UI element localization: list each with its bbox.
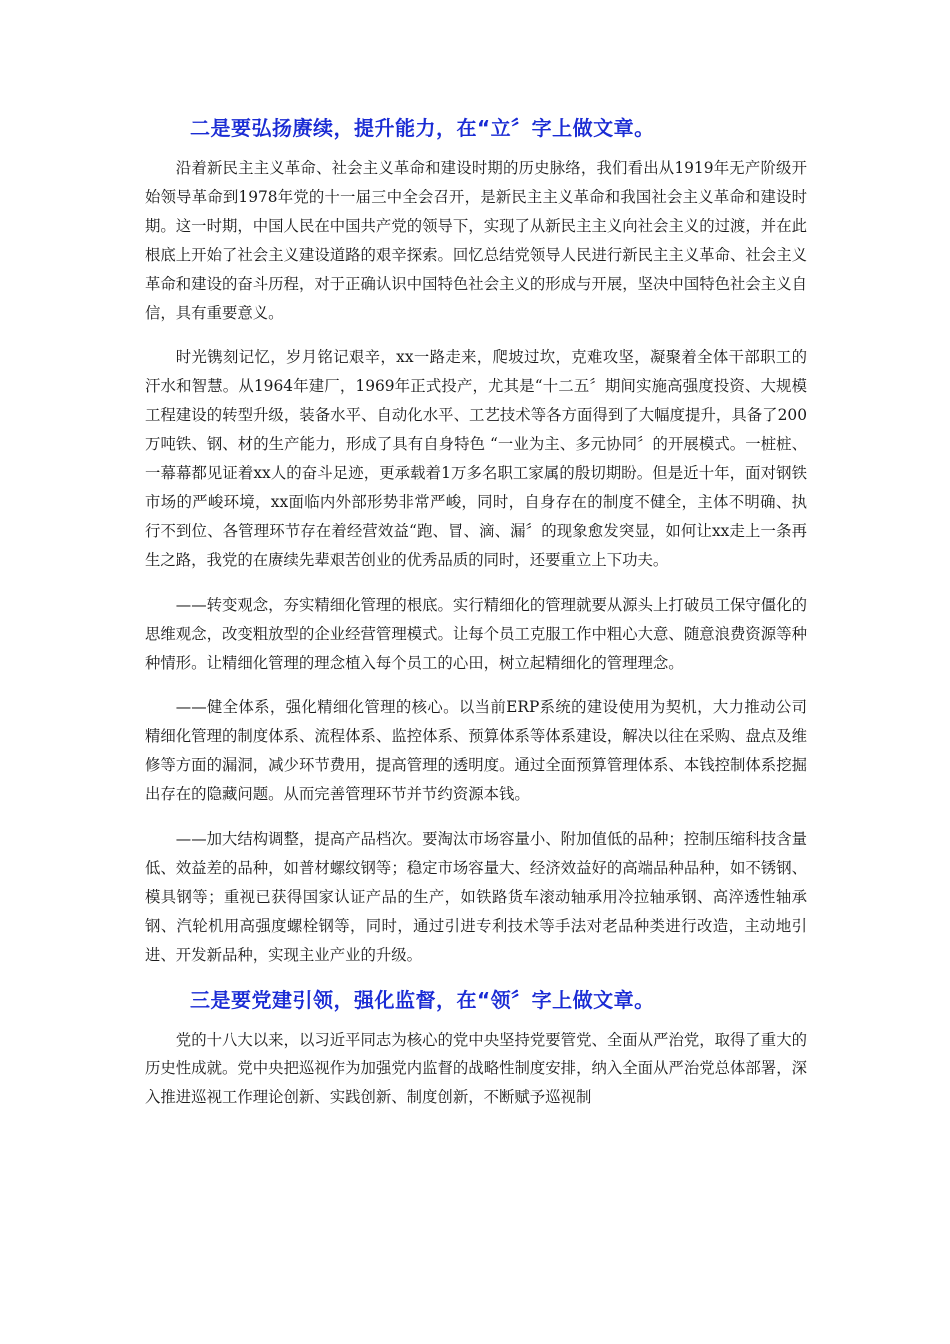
paragraph: ——健全体系，强化精细化管理的核心。以当前ERP系统的建设使用为契机，大力推动公司精细化管理的制度体系、流程体系、监控体系、预算体系等体系建设，解决以往在采购、盘点及维修等方面的漏洞，减少环节费用，提高管理的透明度。通过全面预算管理体系、本钱控制体系挖掘出存在的隐藏问题。从而完善管理环节并节约资源本钱。	[145, 698, 807, 804]
section-heading: 三是要党建引领，强化监督，在“领〞字上做文章。	[190, 987, 655, 1012]
paragraph: 党的十八大以来，以习近平同志为核心的党中央坚持党要管党、全面从严治党，取得了重大的历史性成就。党中央把巡视作为加强党内监督的战略性制度安排，纳入全面从严治党总体部署，深入推进巡视工作理论创新、实践创新、制度创新，不断赋予巡视制	[145, 1030, 807, 1107]
paragraph: 沿着新民主主义革命、社会主义革命和建设时期的历史脉络，我们看出从1919年无产阶级开始领导革命到1978年党的十一届三中全会召开，是新民主主义革命和我国社会主义革命和建设时期。这一时期，中国人民在中国共产党的领导下，实现了从新民主主义向社会主义的过渡，并在此根底上开始了社会主义建设道路的艰辛探索。回忆总结党领导人民进行新民主主义革命、社会主义革命和建设的奋斗历程，对于正确认识中国特色社会主义的形成与开展，坚决中国特色社会主义自信，具有重要意义。	[145, 159, 807, 322]
paragraph: ——加大结构调整，提高产品档次。要淘汰市场容量小、附加值低的品种；控制压缩科技含量低、效益差的品种，如普材螺纹钢等；稳定市场容量大、经济效益好的高端品种品种，如不锈钢、模具钢等；重视已获得国家认证产品的生产，如铁路货车滚动轴承用冷拉轴承钢、高淬透性轴承钢、汽轮机用高强度螺栓钢等，同时，通过引进专利技术等手法对老品种类进行改造，主动地引进、开发新品种，实现主业产业的升级。	[145, 830, 807, 964]
document-page	[145, 112, 807, 1128]
paragraph: ——转变观念，夯实精细化管理的根底。实行精细化的管理就要从源头上打破员工保守僵化的思维观念，改变粗放型的企业经营管理模式。让每个员工克服工作中粗心大意、随意浪费资源等种种情形。让精细化管理的理念植入每个员工的心田，树立起精细化的管理理念。	[145, 595, 807, 672]
section-heading: 二是要弘扬赓续，提升能力，在“立〞字上做文章。	[190, 116, 655, 140]
paragraph: 时光镌刻记忆，岁月铭记艰辛，xx一路走来，爬坡过坎，克难攻坚，凝聚着全体干部职工的汗水和智慧。从1964年建厂，1969年正式投产，尤其是“十二五〞期间实施高强度投资、大规模工程建设的转型升级，装备水平、自动化水平、工艺技术等各方面得到了大幅度提升，具备了200万吨铁、钢、材的生产能力，形成了具有自身特色 “一业为主、多元协同〞的开展模式。一桩桩、一幕幕都见证着xx人的奋斗足迹，更承载着1万多名职工家属的殷切期盼。但是近十年，面对钢铁市场的严峻环境，xx面临内外部形势非常严峻，同时，自身存在的制度不健全，主体不明确、执行不到位、各管理环节存在着经营效益“跑、冒、滴、漏〞的现象愈发突显，如何让xx走上一条再生之路，我党的在赓续先辈艰苦创业的优秀品质的同时，还要重立上下功夫。	[145, 348, 807, 569]
